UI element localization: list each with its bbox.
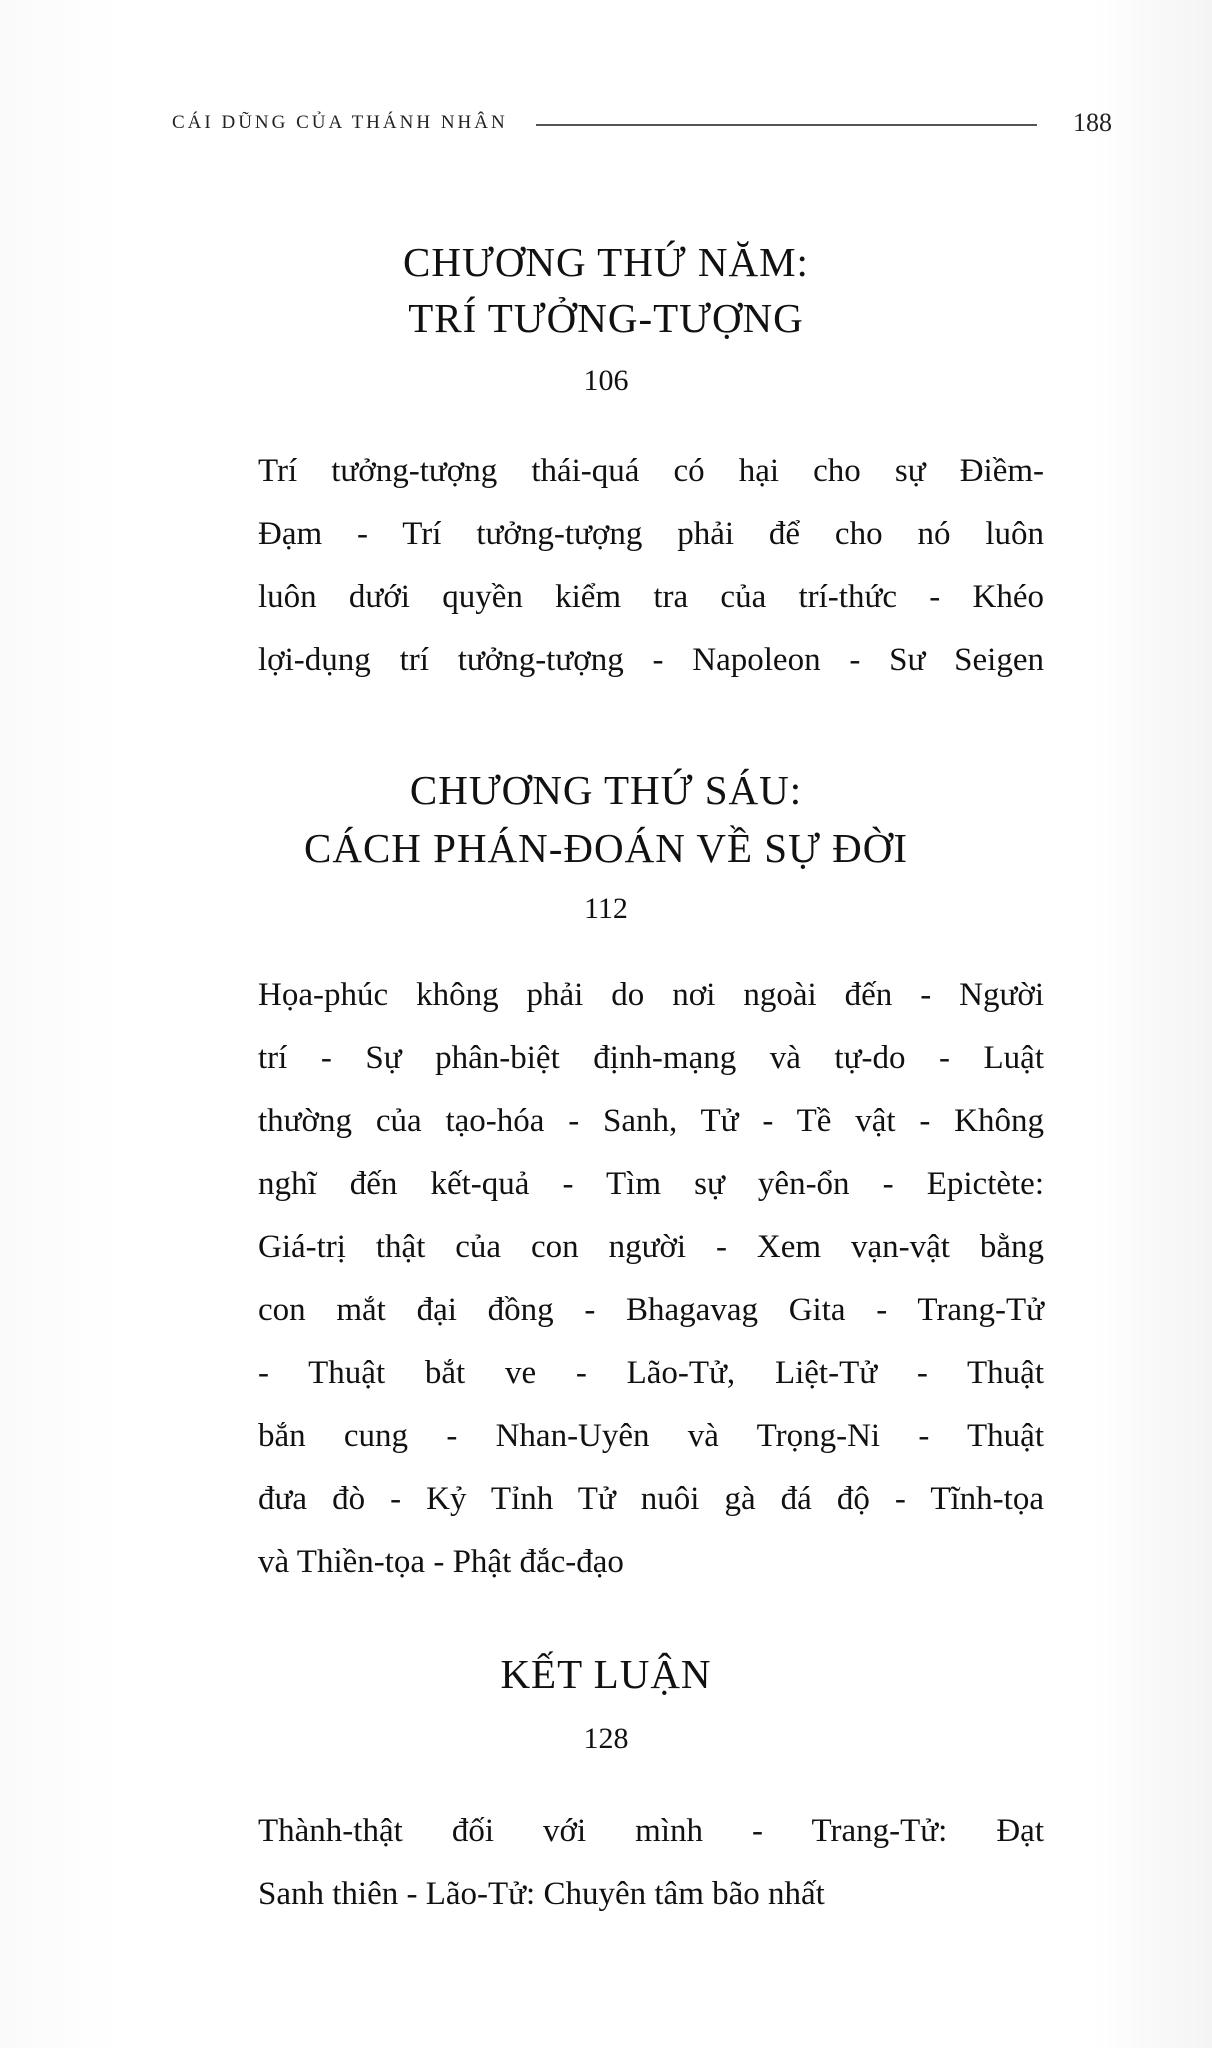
summary-line: thường của tạo-hóa - Sanh, Tử - Tề vật - Không xyxy=(258,1103,1044,1139)
chapter-6-title-line1: CHƯƠNG THỨ SÁU: xyxy=(409,767,803,813)
chapter-6-title-line2: CÁCH PHÁN-ĐOÁN VỀ SỰ ĐỜI xyxy=(303,825,909,871)
summary-line: bắn cung - Nhan-Uyên và Trọng-Ni - Thuật xyxy=(258,1418,1044,1454)
chapter-5-title-line1: CHƯƠNG THỨ NĂM: xyxy=(403,239,809,285)
summary-line: Họa-phúc không phải do nơi ngoài đến - Người xyxy=(258,977,1044,1013)
summary-line: và Thiền-tọa - Phật đắc-đạo xyxy=(258,1544,624,1580)
summary-line: lợi-dụng trí tưởng-tượng - Napoleon - Sư Seigen xyxy=(258,642,1044,678)
book-title: CÁI DŨNG CỦA THÁNH NHÂN xyxy=(172,112,508,133)
chapter-5-page-ref: 106 xyxy=(583,364,629,397)
chapter-6-summary xyxy=(258,964,1044,1594)
summary-line: đưa đò - Kỷ Tỉnh Tử nuôi gà đá độ - Tĩnh-tọa xyxy=(258,1481,1044,1517)
running-head xyxy=(172,108,1112,138)
conclusion-summary xyxy=(258,1800,1044,1926)
summary-line: luôn dưới quyền kiểm tra của trí-thức - Khéo xyxy=(258,579,1044,615)
summary-line: Sanh thiên - Lão-Tử: Chuyên tâm bão nhất xyxy=(258,1876,825,1912)
chapter-6-page-ref: 112 xyxy=(584,892,628,925)
conclusion-page-ref: 128 xyxy=(583,1722,629,1755)
summary-line: Giá-trị thật của con người - Xem vạn-vật bằng xyxy=(258,1229,1044,1265)
summary-line: nghĩ đến kết-quả - Tìm sự yên-ổn - Epictète: xyxy=(258,1166,1044,1202)
summary-line: - Thuật bắt ve - Lão-Tử, Liệt-Tử - Thuật xyxy=(258,1355,1044,1391)
summary-line: Trí tưởng-tượng thái-quá có hại cho sự Điềm- xyxy=(258,453,1044,489)
chapter-5-title-line2: TRÍ TƯỞNG-TƯỢNG xyxy=(408,295,804,341)
summary-line: trí - Sự phân-biệt định-mạng và tự-do - Luật xyxy=(258,1040,1044,1076)
summary-line: Thành-thật đối với mình - Trang-Tử: Đạt xyxy=(258,1813,1044,1849)
page-number: 188 xyxy=(1073,108,1112,137)
summary-line: Đạm - Trí tưởng-tượng phải để cho nó luôn xyxy=(258,516,1044,552)
summary-line: con mắt đại đồng - Bhagavag Gita - Trang-Tử xyxy=(258,1292,1044,1328)
conclusion-title: KẾT LUẬN xyxy=(500,1651,712,1697)
header-rule xyxy=(536,124,1037,126)
chapter-5-summary xyxy=(258,440,1044,692)
